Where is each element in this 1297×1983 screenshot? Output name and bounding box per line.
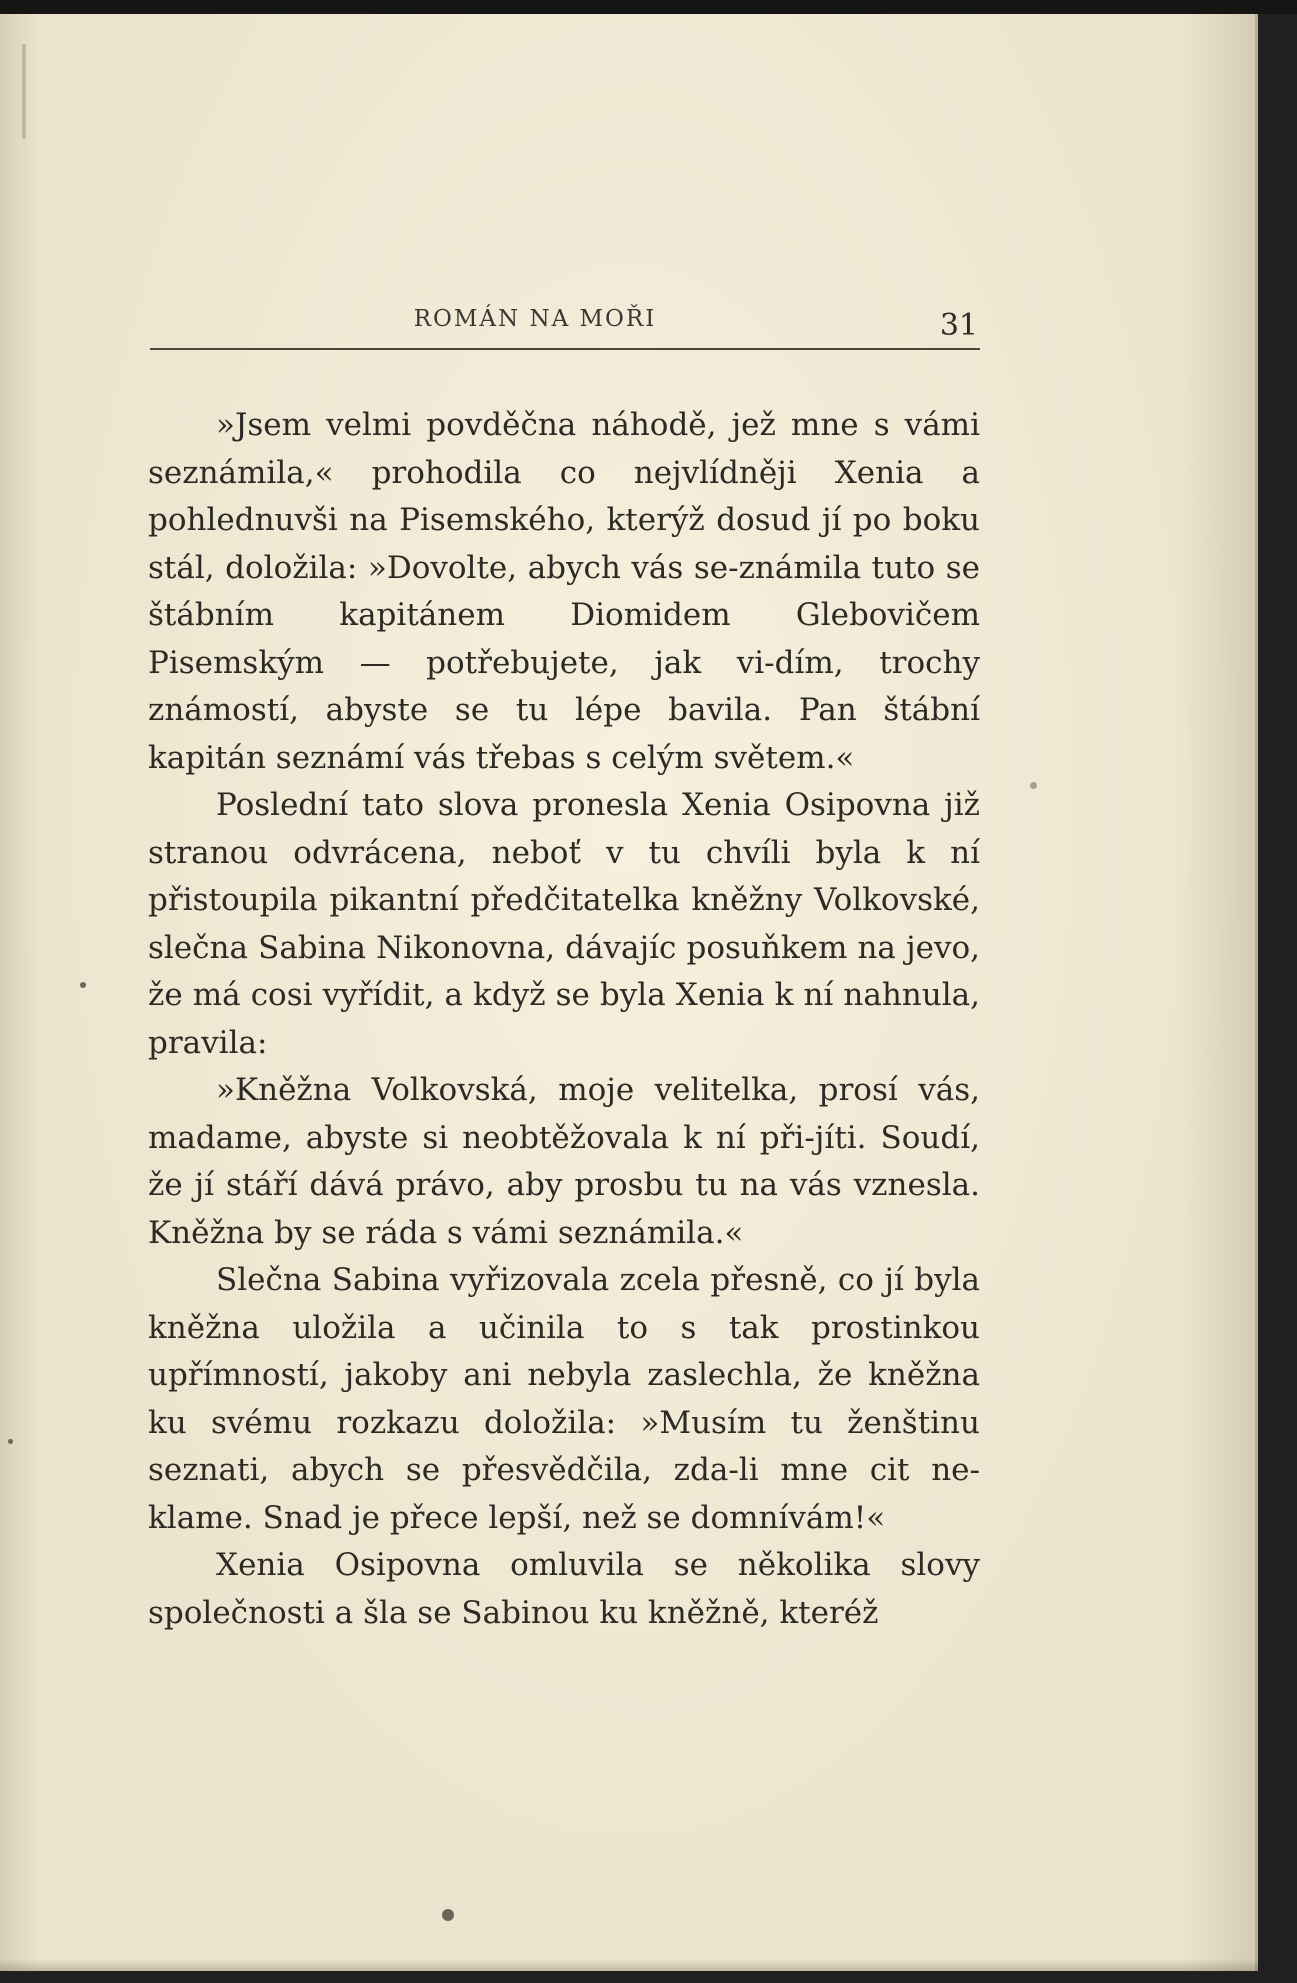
- header-rule: [150, 348, 980, 350]
- body-text: [148, 402, 980, 1637]
- scan-speck: [8, 1439, 13, 1444]
- paragraph: »Jsem velmi povděčna náhodě, jež mne s vámi seznámila,« prohodila co nejvlídněji Xenia a pohlednuvši na Pisemského, kterýž dosud jí po boku stál, doložila: »Dovolte, abych vás se-známila tuto se štábním kapitánem Diomidem Glebovičem Pisemským — potřebujete, jak vi-dím, trochy známostí, abyste se tu lépe bavila. Pan štábní kapitán seznámí vás třebas s celým světem.«: [148, 407, 980, 776]
- scan-speck: [442, 1909, 454, 1921]
- scan-top-edge: [0, 0, 1297, 14]
- paragraph: »Kněžna Volkovská, moje velitelka, prosí vás, madame, abyste si neobtěžovala k ní při-jíti. Soudí, že jí stáří dává právo, aby prosbu tu na vás vznesla. Kněžna by se ráda s vámi seznámila.«: [148, 1072, 980, 1251]
- page-shadow: [0, 1959, 1258, 1971]
- paragraph: Poslední tato slova pronesla Xenia Osipovna již stranou odvrácena, neboť v tu chvíli byla k ní přistoupila pikantní předčitatelka kněžny Volkovské, slečna Sabina Nikonovna, dávajíc posuňkem na jevo, že má cosi vyřídit, a když se byla Xenia k ní nahnula, pravila:: [148, 787, 980, 1061]
- running-head: [150, 284, 980, 354]
- page-number: 31: [939, 308, 978, 343]
- scan-speck: [1030, 782, 1037, 789]
- scan-speck: [80, 982, 86, 988]
- paragraph: Xenia Osipovna omluvila se několika slovy společnosti a šla se Sabinou ku kněžně, kteréž: [148, 1547, 980, 1631]
- gutter-mark: [22, 44, 26, 139]
- book-page: [0, 14, 1258, 1971]
- paragraph: Slečna Sabina vyřizovala zcela přesně, co jí byla kněžna uložila a učinila to s tak prostinkou upřímností, jakoby ani nebyla zaslechla, že kněžna ku svému rozkazu doložila: »Musím tu ženštinu seznati, abych se přesvědčila, zda-li mne cit ne-klame. Snad je přece lepší, než se domnívám!«: [148, 1262, 980, 1536]
- running-title: ROMÁN NA MOŘI: [413, 306, 657, 332]
